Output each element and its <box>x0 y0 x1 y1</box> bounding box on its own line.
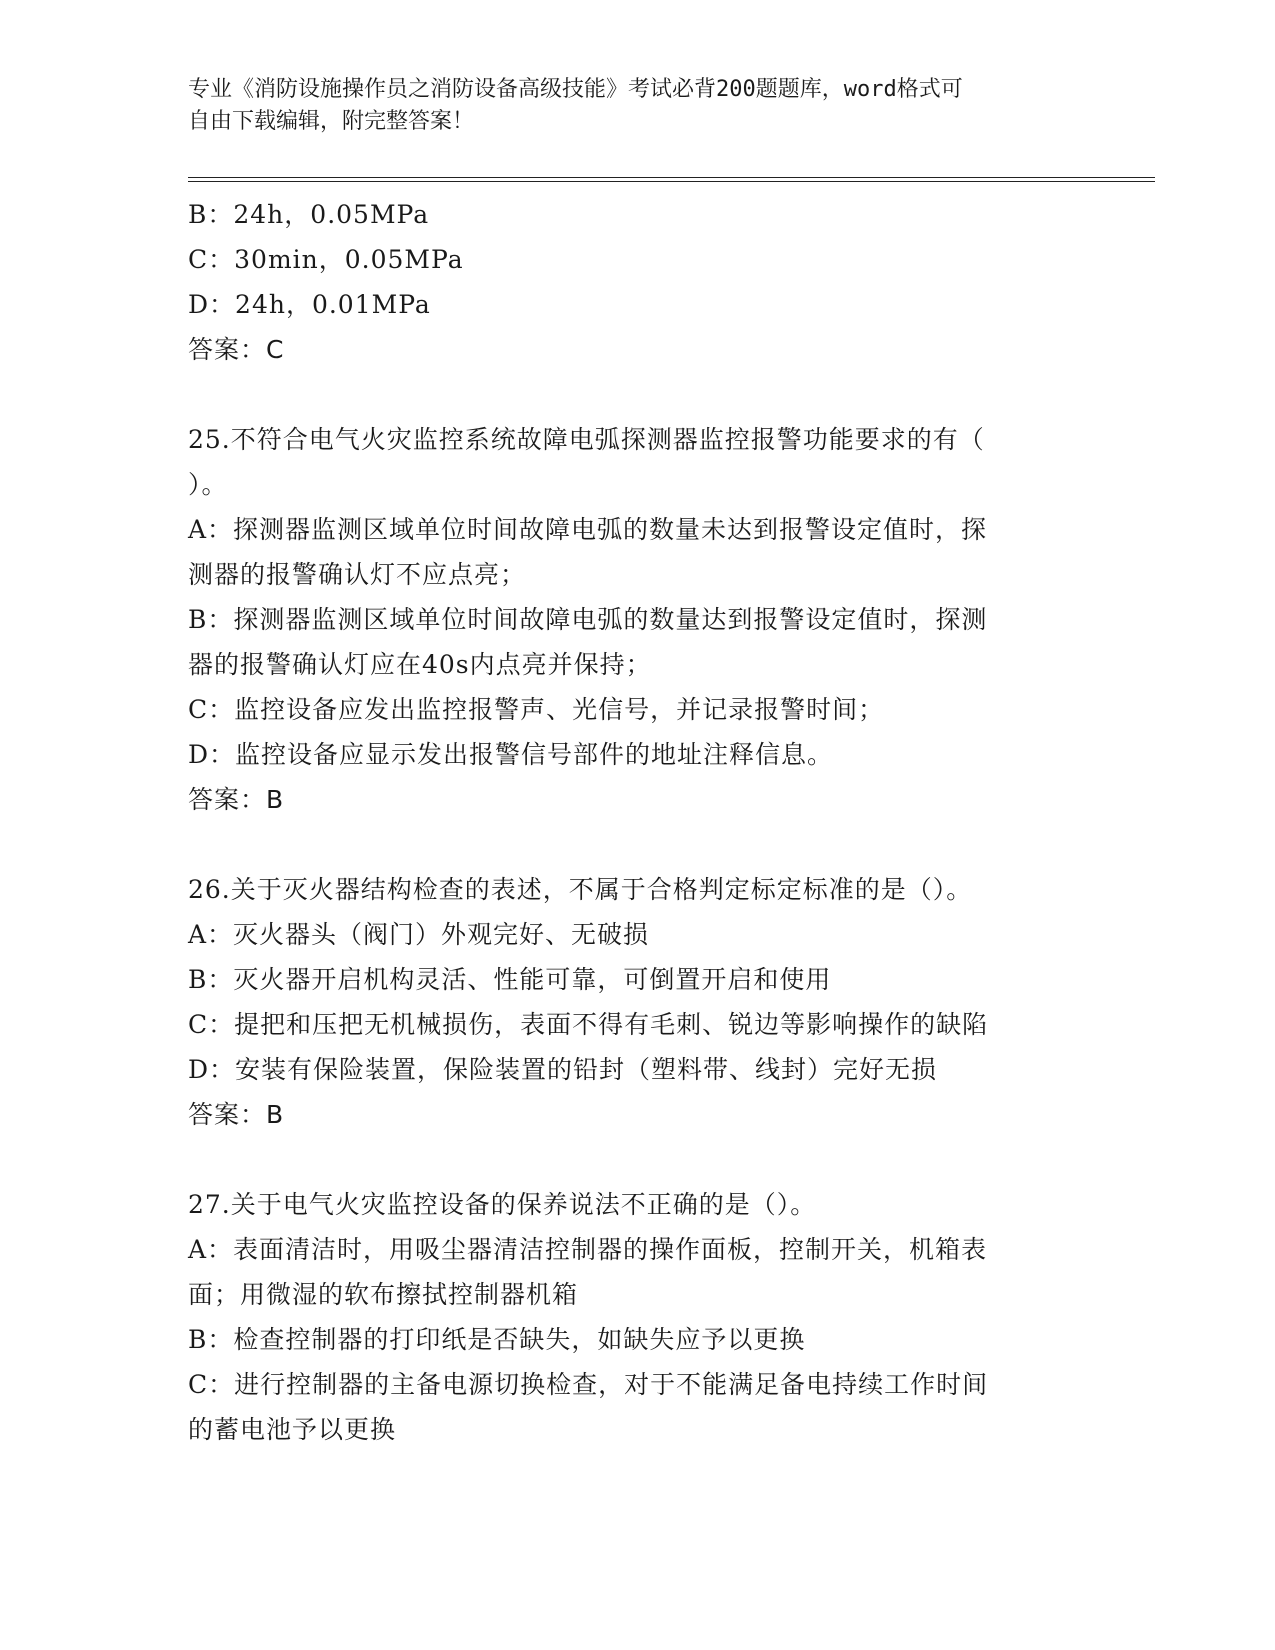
answer-line: 答案：C <box>188 335 285 364</box>
question-stem: 25.不符合电气火灾监控系统故障电弧探测器监控报警功能要求的有（ <box>188 425 985 454</box>
question-stem: 26.关于灭火器结构检查的表述，不属于合格判定标定标准的是（）。 <box>188 875 973 904</box>
question-25 <box>188 417 1088 822</box>
option-b: B：灭火器开启机构灵活、性能可靠，可倒置开启和使用 <box>188 965 832 994</box>
question-stem-cont: ）。 <box>188 470 228 499</box>
option-a: A：灭火器头（阀门）外观完好、无破损 <box>188 920 650 949</box>
question-26 <box>188 867 1088 1137</box>
option-c: C：30min，0.05MPa <box>188 245 464 274</box>
option-c: C：提把和压把无机械损伤，表面不得有毛刺、锐边等影响操作的缺陷 <box>188 1010 989 1039</box>
answer-line: 答案：B <box>188 785 285 814</box>
header-line-1: 专业《消防设施操作员之消防设备高级技能》考试必背200题题库，word格式可 <box>188 77 963 102</box>
document-header <box>188 74 1068 138</box>
spacer <box>188 372 1088 417</box>
option-b-cont: 器的报警确认灯应在40s内点亮并保持； <box>188 650 652 679</box>
option-c: C：监控设备应发出监控报警声、光信号，并记录报警时间； <box>188 695 885 724</box>
spacer <box>188 1137 1088 1182</box>
option-a: A：探测器监测区域单位时间故障电弧的数量未达到报警设定值时，探 <box>188 515 988 544</box>
header-divider <box>188 177 1155 182</box>
spacer <box>188 822 1088 867</box>
option-c: C：进行控制器的主备电源切换检查，对于不能满足备电持续工作时间 <box>188 1370 989 1399</box>
question-27 <box>188 1182 1088 1452</box>
header-line-2: 自由下载编辑，附完整答案！ <box>188 109 475 134</box>
prev-question-block <box>188 192 1088 372</box>
answer-line: 答案：B <box>188 1100 285 1129</box>
option-b: B：检查控制器的打印纸是否缺失，如缺失应予以更换 <box>188 1325 806 1354</box>
option-a-cont: 面；用微湿的软布擦拭控制器机箱 <box>188 1280 579 1309</box>
option-d: D：安装有保险装置，保险装置的铅封（塑料带、线封）完好无损 <box>188 1055 938 1084</box>
option-b: B：探测器监测区域单位时间故障电弧的数量达到报警设定值时，探测 <box>188 605 988 634</box>
document-body <box>188 192 1088 1452</box>
option-a-cont: 测器的报警确认灯不应点亮； <box>188 560 527 589</box>
question-stem: 27.关于电气火灾监控设备的保养说法不正确的是（）。 <box>188 1190 817 1219</box>
option-c-cont: 的蓄电池予以更换 <box>188 1415 397 1444</box>
option-d: D：监控设备应显示发出报警信号部件的地址注释信息。 <box>188 740 834 769</box>
option-b: B：24h，0.05MPa <box>188 200 430 229</box>
option-a: A：表面清洁时，用吸尘器清洁控制器的操作面板，控制开关，机箱表 <box>188 1235 988 1264</box>
option-d: D：24h，0.01MPa <box>188 290 431 319</box>
